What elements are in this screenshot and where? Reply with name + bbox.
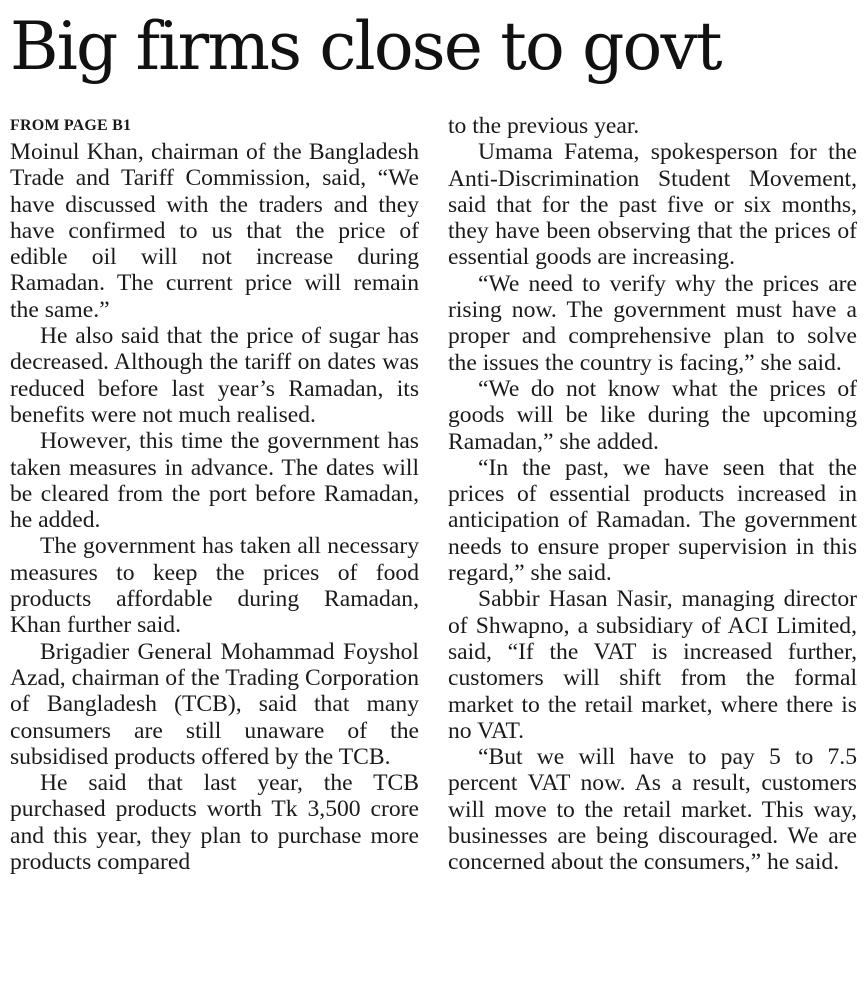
paragraph: He also said that the price of sugar has decreased. Although the tariff on dates was reduced before last year’s Ramadan, its benefits were not much realised.: [10, 323, 419, 428]
paragraph: Moinul Khan, chairman of the Bangladesh Trade and Tariff Commission, said, “We have discussed with the traders and they have confirmed to us that the price of edible oil will not increase during Ramadan. The current price will remain the same.”: [10, 139, 419, 323]
paragraph: “We need to verify why the prices are rising now. The government must have a proper and comprehensive plan to solve the issues the country is facing,” she said.: [448, 270, 857, 376]
paragraph-continued: to the previous year.: [448, 113, 640, 139]
paragraph: Brigadier General Mohammad Foyshol Azad, chairman of the Trading Corporation of Bangladesh (TCB), said that many consumers are still unaware of the subsidised products offered by the TCB.: [10, 638, 419, 770]
paragraph: “But we will have to pay 5 to 7.5 percent VAT now. As a result, customers will move to the retail market. This way, businesses are being discouraged. We are concerned about the consumers,” he said.: [448, 744, 857, 876]
paragraph: “We do not know what the prices of goods will be like during the upcoming Ramadan,” she added.: [448, 375, 857, 455]
paragraph: However, this time the government has taken measures in advance. The dates will be cleared from the port before Ramadan, he added.: [10, 428, 419, 534]
paragraph: The government has taken all necessary measures to keep the prices of food products affordable during Ramadan, Khan further said.: [10, 533, 419, 639]
article-column-right: [448, 113, 857, 876]
paragraph: Sabbir Hasan Nasir, managing director of Shwapno, a subsidiary of ACI Limited, said, “If the VAT is increased further, customers will shift from the formal market to the retail market, where there is no VAT.: [448, 586, 857, 744]
article-column-left: [10, 113, 419, 875]
paragraph: He said that last year, the TCB purchased products worth Tk 3,500 crore and this year, they plan to purchase more products compared: [10, 770, 419, 876]
headline: Big firms close to govt: [10, 8, 721, 85]
paragraph: Umama Fatema, spokesperson for the Anti-Discrimination Student Movement, said that for the past five or six months, they have been observing that the prices of essential goods are increasing.: [448, 139, 857, 271]
paragraph: “In the past, we have seen that the prices of essential products increased in anticipation of Ramadan. The government needs to ensure proper supervision in this regard,” she said.: [448, 454, 857, 587]
page-jump-kicker: FROM PAGE B1: [10, 117, 132, 134]
